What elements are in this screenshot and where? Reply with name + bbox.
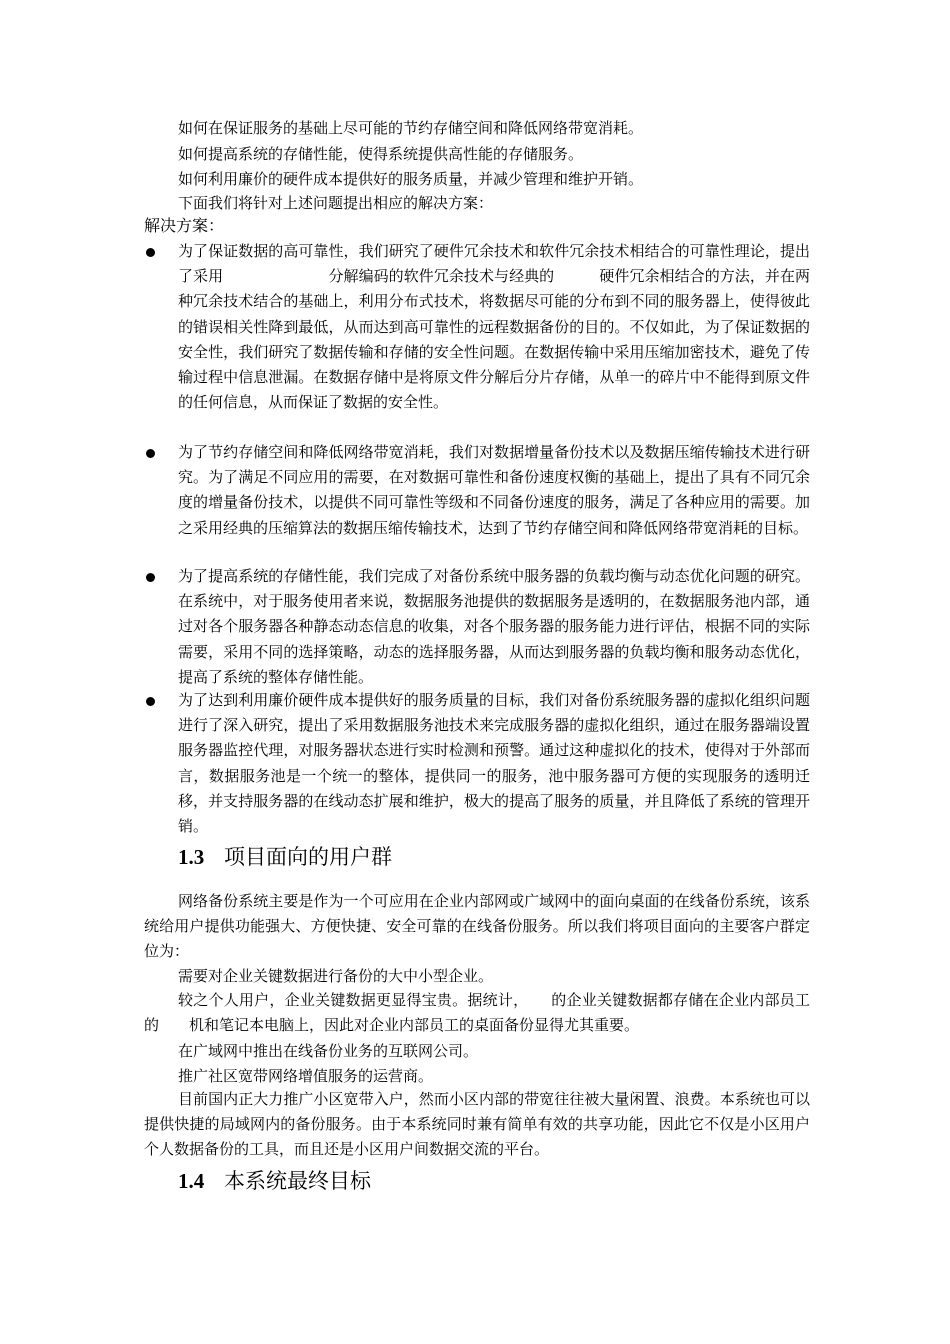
section-heading-1-4 bbox=[178, 1167, 371, 1195]
intro-line-4: 下面我们将针对上述问题提出相应的解决方案： bbox=[178, 194, 494, 212]
bullet-2-marker bbox=[146, 449, 155, 458]
bullet-3-text: 为了提高系统的存储性能，我们完成了对备份系统中服务器的负载均衡与动态优化问题的研究。在系统中，对于服务使用者来说，数据服务池提供的数据服务是透明的，在数据服务池内部，通过对各个服务器各种静态动态信息的收集，对各个服务器的服务能力进行评估，根据不同的实际需要，采用不同的选择策略，动态的选择服务器，从而达到服务器的负载均衡和服务动态优化，提高了系统的整体存储性能。 bbox=[178, 567, 810, 686]
section-1-3-paragraph-1: 网络备份系统主要是作为一个可应用在企业内部网或广域网中的面向桌面的在线备份系统，该系统给用户提供功能强大、方便快捷、安全可靠的在线备份服务。所以我们将项目面向的主要客户群定位为： bbox=[144, 892, 810, 961]
bullet-4-marker bbox=[146, 697, 155, 706]
section-title: 项目面向的用户群 bbox=[224, 845, 392, 869]
bullet-4-text: 为了达到利用廉价硬件成本提供好的服务质量的目标，我们对备份系统服务器的虚拟化组织问题进行了深入研究，提出了采用数据服务池技术来完成服务器的虚拟化组织，通过在服务器端设置服务器监控代理，对服务器状态进行实时检测和预警。通过这种虚拟化的技术，使得对于外部而言，数据服务池是一个统一的整体，提供同一的服务，池中服务器可方便的实现服务的透明迁移，并支持服务器的在线动态扩展和维护，极大的提高了服务的质量，并且降低了系统的管理开销。 bbox=[178, 691, 810, 836]
intro-line-3: 如何利用廉价的硬件成本提供好的服务质量，并减少管理和维护开销。 bbox=[178, 170, 644, 188]
section-1-3-line-4: 在广域网中推出在线备份业务的互联网公司。 bbox=[178, 1042, 479, 1060]
section-1-3-line-2: 需要对企业关键数据进行备份的大中小型企业。 bbox=[178, 967, 494, 985]
section-heading-1-3 bbox=[178, 843, 392, 871]
section-1-3-line-5: 推广社区宽带网络增值服务的运营商。 bbox=[178, 1067, 434, 1085]
section-number: 1.3 bbox=[178, 845, 205, 869]
bullet-2-text: 为了节约存储空间和降低网络带宽消耗，我们对数据增量备份技术以及数据压缩传输技术进行研究。为了满足不同应用的需要，在对数据可靠性和备份速度权衡的基础上，提出了具有不同冗余度的增量备份技术，以提供不同可靠性等级和不同备份速度的服务，满足了各种应用的需要。加之采用经典的压缩算法的数据压缩传输技术，达到了节约存储空间和降低网络带宽消耗的目标。 bbox=[178, 443, 810, 537]
section-title: 本系统最终目标 bbox=[224, 1169, 371, 1193]
section-1-3-paragraph-6: 目前国内正大力推广小区宽带入户，然而小区内部的带宽往往被大量闲置、浪费。本系统也可以提供快捷的局域网内的备份服务。由于本系统同时兼有简单有效的共享功能，因此它不仅是小区用户个人数据备份的工具，而且还是小区用户间数据交流的平台。 bbox=[144, 1090, 810, 1159]
section-1-3-paragraph-3: 较之个人用户，企业关键数据更显得宝贵。据统计， 的企业关键数据都存储在企业内部员工的 机和笔记本电脑上，因此对企业内部员工的桌面备份显得尤其重要。 bbox=[144, 991, 810, 1035]
bullet-3-marker bbox=[146, 573, 155, 582]
intro-line-2: 如何提高系统的存储性能，使得系统提供高性能的存储服务。 bbox=[178, 145, 584, 163]
bullet-1-text: 为了保证数据的高可靠性，我们研究了硬件冗余技术和软件冗余技术相结合的可靠性理论，提出了采用 分解编码的软件冗余技术与经典的 硬件冗余相结合的方法，并在两种冗余技术结合的基础上，利用分布式技术，将数据尽可能的分布到不同的服务器上，使得彼此的错误相关性降到最低，从而达到高可靠性的远程数据备份的目的。不仅如此，为了保证数据的安全性，我们研究了数据传输和存储的安全性问题。在数据传输中采用压缩加密技术，避免了传输过程中信息泄漏。在数据存储中是将原文件分解后分片存储，从单一的碎片中不能得到原文件的任何信息，从而保证了数据的安全性。 bbox=[178, 242, 810, 412]
bullet-1-marker bbox=[146, 248, 155, 257]
intro-line-1: 如何在保证服务的基础上尽可能的节约存储空间和降低网络带宽消耗。 bbox=[178, 119, 644, 137]
section-number: 1.4 bbox=[178, 1169, 205, 1193]
solutions-label: 解决方案： bbox=[144, 216, 225, 235]
